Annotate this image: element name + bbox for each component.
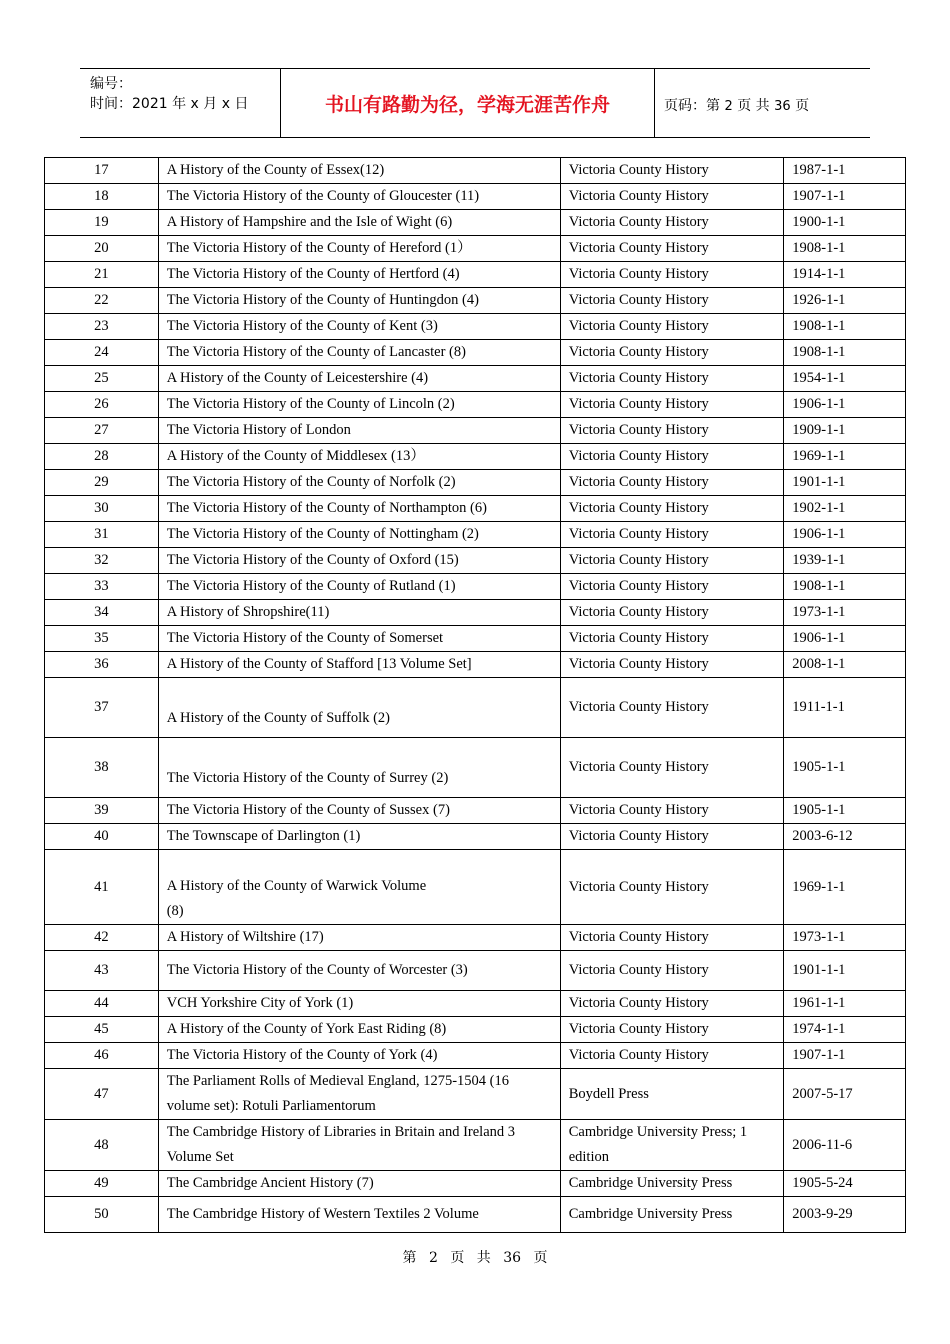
row-number: 17 <box>45 158 159 184</box>
footer-total-prefix: 共 <box>476 1250 491 1266</box>
row-number: 39 <box>45 798 159 824</box>
publish-date: 1905-1-1 <box>784 738 906 798</box>
table-row <box>45 418 906 444</box>
book-title: The Victoria History of the County of Oxford (15) <box>158 548 560 574</box>
book-title: The Victoria History of the County of York (4) <box>158 1043 560 1069</box>
publish-date: 2008-1-1 <box>784 652 906 678</box>
publish-date: 1907-1-1 <box>784 1043 906 1069</box>
row-number: 31 <box>45 522 159 548</box>
header-motto <box>281 69 655 137</box>
publish-date: 1905-1-1 <box>784 798 906 824</box>
table-row <box>45 824 906 850</box>
header-page-info <box>664 95 809 115</box>
publish-date: 1939-1-1 <box>784 548 906 574</box>
book-publisher: Boydell Press <box>560 1069 784 1120</box>
book-table <box>44 157 906 1233</box>
motto-text: 书山有路勤为径，学海无涯苦作舟 <box>324 93 610 116</box>
book-title: The Victoria History of the County of Northampton (6) <box>158 496 560 522</box>
table-row <box>45 1017 906 1043</box>
page-total: 36 <box>774 99 791 114</box>
page-footer <box>0 1247 950 1267</box>
row-number: 20 <box>45 236 159 262</box>
publish-date: 1906-1-1 <box>784 522 906 548</box>
book-publisher: Victoria County History <box>560 798 784 824</box>
book-publisher: Victoria County History <box>560 925 784 951</box>
book-publisher: Victoria County History <box>560 600 784 626</box>
row-number: 32 <box>45 548 159 574</box>
publish-date: 2003-9-29 <box>784 1197 906 1233</box>
table-row <box>45 366 906 392</box>
table-row <box>45 574 906 600</box>
publish-date: 1954-1-1 <box>784 366 906 392</box>
book-publisher: Victoria County History <box>560 236 784 262</box>
table-row <box>45 1171 906 1197</box>
book-publisher: Victoria County History <box>560 470 784 496</box>
publish-date: 2006-11-6 <box>784 1120 906 1171</box>
book-publisher: Victoria County History <box>560 496 784 522</box>
book-title-line: (8) <box>166 903 184 919</box>
table-row <box>45 288 906 314</box>
book-title: A History of Wiltshire (17) <box>158 925 560 951</box>
row-number: 44 <box>45 991 159 1017</box>
publish-date: 1902-1-1 <box>784 496 906 522</box>
book-publisher: Victoria County History <box>560 1043 784 1069</box>
book-title: The Victoria History of the County of Lincoln (2) <box>158 392 560 418</box>
publish-date: 1905-5-24 <box>784 1171 906 1197</box>
table-row <box>45 1120 906 1171</box>
row-number: 22 <box>45 288 159 314</box>
table-row <box>45 991 906 1017</box>
book-title: The Victoria History of the County of Lancaster (8) <box>158 340 560 366</box>
book-publisher: Victoria County History <box>560 652 784 678</box>
publish-date: 1911-1-1 <box>784 678 906 738</box>
table-row <box>45 184 906 210</box>
table-row <box>45 652 906 678</box>
book-publisher: Victoria County History <box>560 158 784 184</box>
table-row <box>45 798 906 824</box>
publish-date: 1973-1-1 <box>784 925 906 951</box>
book-title: The Victoria History of the County of Rutland (1) <box>158 574 560 600</box>
row-number: 26 <box>45 392 159 418</box>
book-title: The Cambridge Ancient History (7) <box>158 1171 560 1197</box>
row-number: 33 <box>45 574 159 600</box>
row-number: 43 <box>45 951 159 991</box>
book-title: A History of the County of York East Riding (8) <box>158 1017 560 1043</box>
footer-page: 2 <box>428 1250 438 1266</box>
book-publisher: Victoria County History <box>560 314 784 340</box>
book-title: The Victoria History of the County of Kent (3) <box>158 314 560 340</box>
row-number: 37 <box>45 678 159 738</box>
book-publisher: Victoria County History <box>560 678 784 738</box>
table-row <box>45 1069 906 1120</box>
book-title-line: A History of the County of Warwick Volume <box>166 878 427 894</box>
table-row <box>45 314 906 340</box>
table-row <box>45 951 906 991</box>
page-suffix: 页 <box>795 98 810 114</box>
publish-date: 1908-1-1 <box>784 314 906 340</box>
table-row <box>45 1043 906 1069</box>
row-number: 24 <box>45 340 159 366</box>
book-title: The Victoria History of the County of Worcester (3) <box>158 951 560 991</box>
table-row <box>45 444 906 470</box>
publish-date: 1906-1-1 <box>784 392 906 418</box>
book-publisher: Cambridge University Press; 1 edition <box>560 1120 784 1171</box>
book-title: The Townscape of Darlington (1) <box>158 824 560 850</box>
book-title: The Victoria History of the County of Hereford (1） <box>158 236 560 262</box>
publish-date: 1906-1-1 <box>784 626 906 652</box>
row-number: 29 <box>45 470 159 496</box>
table-row <box>45 340 906 366</box>
book-title: VCH Yorkshire City of York (1) <box>158 991 560 1017</box>
table-row <box>45 850 906 925</box>
book-publisher: Victoria County History <box>560 991 784 1017</box>
book-title: A History of the County of Leicestershire (4) <box>158 366 560 392</box>
book-title: A History of the County of Middlesex (13） <box>158 444 560 470</box>
time-label: 时间： <box>90 96 132 112</box>
book-publisher: Victoria County History <box>560 626 784 652</box>
book-title: The Victoria History of the County of Surrey (2) <box>158 738 560 798</box>
row-number: 40 <box>45 824 159 850</box>
book-title: The Victoria History of the County of Norfolk (2) <box>158 470 560 496</box>
table-row <box>45 236 906 262</box>
book-publisher: Victoria County History <box>560 824 784 850</box>
book-publisher: Victoria County History <box>560 522 784 548</box>
table-row <box>45 600 906 626</box>
row-number: 35 <box>45 626 159 652</box>
footer-mid: 页 <box>450 1250 465 1266</box>
serial-label: 编号： <box>90 76 132 92</box>
book-title: A History of the County of Suffolk (2) <box>158 678 560 738</box>
publish-date: 1914-1-1 <box>784 262 906 288</box>
book-title: The Victoria History of the County of Somerset <box>158 626 560 652</box>
book-title: The Parliament Rolls of Medieval England, 1275-1504 (16 volume set): Rotuli Parliamentorum <box>158 1069 560 1120</box>
row-number: 23 <box>45 314 159 340</box>
row-number: 41 <box>45 850 159 925</box>
book-title: A History of Hampshire and the Isle of Wight (6) <box>158 210 560 236</box>
publish-date: 1969-1-1 <box>784 444 906 470</box>
row-number: 46 <box>45 1043 159 1069</box>
book-title <box>158 850 560 925</box>
page-prefix: 页码：第 <box>664 98 720 114</box>
publish-date: 1908-1-1 <box>784 340 906 366</box>
book-publisher: Victoria County History <box>560 288 784 314</box>
book-publisher: Cambridge University Press <box>560 1171 784 1197</box>
table-row <box>45 262 906 288</box>
page-header <box>80 68 870 138</box>
time-line <box>90 93 248 113</box>
book-publisher: Victoria County History <box>560 951 784 991</box>
row-number: 25 <box>45 366 159 392</box>
page-mid: 页 共 <box>737 98 770 114</box>
publish-date: 2003-6-12 <box>784 824 906 850</box>
book-title: The Cambridge History of Western Textiles 2 Volume <box>158 1197 560 1233</box>
table-row <box>45 210 906 236</box>
time-value: 2021 年 x 月 x 日 <box>132 96 249 112</box>
table-row <box>45 392 906 418</box>
publish-date: 1969-1-1 <box>784 850 906 925</box>
book-title: The Victoria History of the County of Hertford (4) <box>158 262 560 288</box>
book-title: The Victoria History of the County of Gloucester (11) <box>158 184 560 210</box>
table-row <box>45 1197 906 1233</box>
book-publisher: Victoria County History <box>560 850 784 925</box>
book-title: The Victoria History of the County of Huntingdon (4) <box>158 288 560 314</box>
book-publisher: Victoria County History <box>560 418 784 444</box>
publish-date: 2007-5-17 <box>784 1069 906 1120</box>
publish-date: 1907-1-1 <box>784 184 906 210</box>
book-title: A History of the County of Essex(12) <box>158 158 560 184</box>
table-row <box>45 470 906 496</box>
publish-date: 1908-1-1 <box>784 574 906 600</box>
book-publisher: Victoria County History <box>560 262 784 288</box>
table-row <box>45 738 906 798</box>
book-publisher: Victoria County History <box>560 184 784 210</box>
table-row <box>45 925 906 951</box>
publish-date: 1908-1-1 <box>784 236 906 262</box>
row-number: 34 <box>45 600 159 626</box>
footer-prefix: 第 <box>402 1250 417 1266</box>
row-number: 18 <box>45 184 159 210</box>
header-meta <box>80 69 281 137</box>
publish-date: 1961-1-1 <box>784 991 906 1017</box>
row-number: 42 <box>45 925 159 951</box>
table-row <box>45 522 906 548</box>
book-title: A History of the County of Stafford [13 Volume Set] <box>158 652 560 678</box>
book-title: The Victoria History of London <box>158 418 560 444</box>
publish-date: 1909-1-1 <box>784 418 906 444</box>
publish-date: 1973-1-1 <box>784 600 906 626</box>
row-number: 28 <box>45 444 159 470</box>
book-title: The Cambridge History of Libraries in Britain and Ireland 3 Volume Set <box>158 1120 560 1171</box>
book-title: The Victoria History of the County of Sussex (7) <box>158 798 560 824</box>
row-number: 50 <box>45 1197 159 1233</box>
row-number: 45 <box>45 1017 159 1043</box>
publish-date: 1926-1-1 <box>784 288 906 314</box>
book-title: The Victoria History of the County of Nottingham (2) <box>158 522 560 548</box>
row-number: 19 <box>45 210 159 236</box>
row-number: 36 <box>45 652 159 678</box>
table-row <box>45 158 906 184</box>
table-row <box>45 496 906 522</box>
row-number: 48 <box>45 1120 159 1171</box>
publish-date: 1900-1-1 <box>784 210 906 236</box>
publish-date: 1974-1-1 <box>784 1017 906 1043</box>
table-row <box>45 678 906 738</box>
book-publisher: Victoria County History <box>560 392 784 418</box>
book-publisher: Cambridge University Press <box>560 1197 784 1233</box>
book-publisher: Victoria County History <box>560 1017 784 1043</box>
footer-total: 36 <box>503 1250 522 1266</box>
footer-suffix: 页 <box>533 1250 548 1266</box>
table-row <box>45 548 906 574</box>
row-number: 30 <box>45 496 159 522</box>
book-title: A History of Shropshire(11) <box>158 600 560 626</box>
row-number: 21 <box>45 262 159 288</box>
publish-date: 1901-1-1 <box>784 951 906 991</box>
publish-date: 1901-1-1 <box>784 470 906 496</box>
page-number: 2 <box>724 99 733 114</box>
row-number: 27 <box>45 418 159 444</box>
book-publisher: Victoria County History <box>560 444 784 470</box>
row-number: 38 <box>45 738 159 798</box>
book-table-body <box>45 158 906 1233</box>
table-row <box>45 626 906 652</box>
book-publisher: Victoria County History <box>560 738 784 798</box>
book-publisher: Victoria County History <box>560 340 784 366</box>
book-publisher: Victoria County History <box>560 210 784 236</box>
publish-date: 1987-1-1 <box>784 158 906 184</box>
row-number: 47 <box>45 1069 159 1120</box>
row-number: 49 <box>45 1171 159 1197</box>
book-publisher: Victoria County History <box>560 574 784 600</box>
book-publisher: Victoria County History <box>560 366 784 392</box>
book-publisher: Victoria County History <box>560 548 784 574</box>
